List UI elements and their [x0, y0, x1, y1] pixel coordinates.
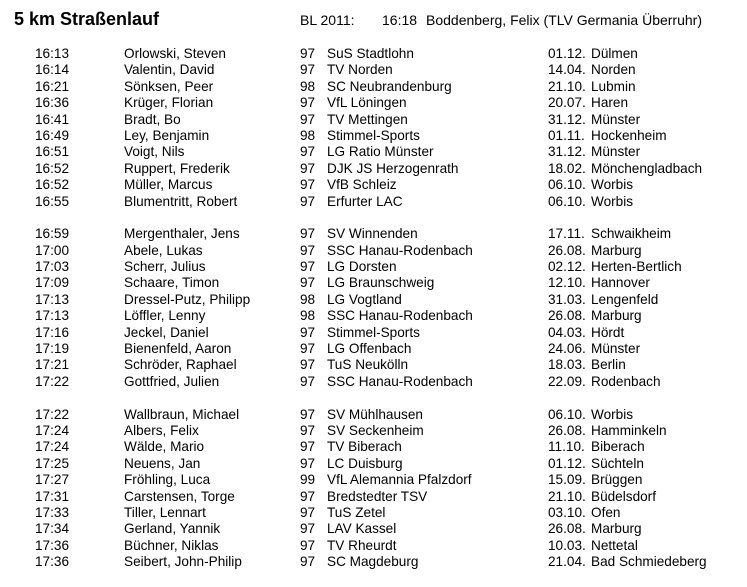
athlete-name: Tiller, Lennart [124, 504, 206, 520]
race-place: Dülmen [591, 46, 638, 61]
athlete-name: Schaare, Timon [124, 275, 220, 291]
birth-year: 97 [300, 111, 316, 127]
club-name: SC Neubrandenburg [327, 78, 452, 94]
ranking-list [0, 46, 747, 587]
race-date: 12.10. [548, 275, 586, 291]
birth-year: 97 [300, 275, 316, 291]
table-row [0, 243, 747, 259]
birth-year: 97 [300, 259, 316, 275]
athlete-name: Voigt, Nils [124, 144, 185, 160]
race-date: 03.10. [548, 504, 586, 520]
birth-year: 98 [300, 291, 316, 307]
best-performance-2011 [300, 11, 702, 29]
athlete-name: Scherr, Julius [124, 259, 206, 275]
birth-year: 97 [300, 455, 316, 471]
best-name: Boddenberg, Felix [426, 12, 540, 28]
club-name: Bredstedter TSV [327, 488, 428, 504]
race-place: Ofen [591, 504, 621, 520]
race-place: Haren [591, 95, 629, 111]
race-place: Biberach [591, 439, 645, 455]
table-row [0, 423, 747, 439]
result-time: 17:34 [35, 521, 70, 537]
club-name: TV Norden [327, 62, 393, 78]
result-time: 17:21 [35, 357, 70, 373]
race-place: Schwaikheim [591, 226, 672, 242]
result-time: 17:22 [35, 373, 70, 389]
club-name: SV Seckenheim [327, 422, 424, 438]
table-row [0, 308, 747, 324]
birth-year: 97 [300, 373, 316, 389]
result-time: 17:33 [35, 504, 70, 520]
club-name: SuS Stadtlohn [327, 46, 414, 61]
table-row [0, 112, 747, 128]
athlete-name: Ley, Benjamin [124, 127, 210, 143]
race-place: Worbis [591, 193, 634, 209]
birth-year: 97 [300, 62, 316, 78]
table-row [0, 177, 747, 193]
birth-year: 97 [300, 144, 316, 160]
race-place: Lubmin [591, 78, 636, 94]
ranking-group [0, 226, 747, 390]
athlete-name: Sönksen, Peer [124, 78, 214, 94]
race-date: 06.10. [548, 406, 586, 422]
club-name: TuS Neukölln [327, 357, 409, 373]
athlete-name: Albers, Felix [124, 422, 199, 438]
birth-year: 97 [300, 422, 316, 438]
club-name: LG Vogtland [327, 291, 402, 307]
race-date: 14.04. [548, 62, 586, 78]
race-date: 01.12. [548, 455, 586, 471]
athlete-name: Bienenfeld, Aaron [124, 341, 232, 357]
athlete-name: Valentin, David [124, 62, 215, 78]
result-time: 16:52 [35, 160, 70, 176]
race-place: Worbis [591, 177, 634, 193]
race-place: Rodenbach [591, 373, 661, 389]
result-time: 16:21 [35, 78, 70, 94]
race-place: Hannover [591, 275, 650, 291]
race-place: Brüggen [591, 472, 643, 488]
race-place: Münster [591, 341, 641, 357]
club-name: SV Winnenden [327, 226, 418, 242]
result-time: 17:36 [35, 537, 70, 553]
race-date: 31.12. [548, 144, 586, 160]
result-time: 16:55 [35, 193, 70, 209]
table-row [0, 226, 747, 242]
race-place: Mönchengladbach [591, 160, 703, 176]
race-date: 21.04. [548, 554, 586, 570]
race-place: Münster [591, 144, 641, 160]
race-date: 02.12. [548, 259, 586, 275]
table-row [0, 456, 747, 472]
club-name: SV Mühlhausen [327, 406, 423, 422]
table-row [0, 374, 747, 390]
club-name: VfL Löningen [327, 95, 407, 111]
athlete-name: Abele, Lukas [124, 242, 203, 258]
race-date: 10.03. [548, 537, 586, 553]
table-row [0, 62, 747, 78]
table-row [0, 194, 747, 210]
club-name: SSC Hanau-Rodenbach [327, 308, 473, 324]
birth-year: 97 [300, 357, 316, 373]
result-time: 17:36 [35, 554, 70, 570]
birth-year: 98 [300, 78, 316, 94]
athlete-name: Blumentritt, Robert [124, 193, 238, 209]
race-date: 31.03. [548, 291, 586, 307]
table-row [0, 472, 747, 488]
birth-year: 99 [300, 472, 316, 488]
club-name: DJK JS Herzogenrath [327, 160, 459, 176]
athlete-name: Gottfried, Julien [124, 373, 220, 389]
athlete-name: Wallbraun, Michael [124, 406, 240, 422]
race-date: 26.08. [548, 521, 586, 537]
athlete-name: Ruppert, Frederik [124, 160, 230, 176]
result-time: 17:13 [35, 291, 70, 307]
birth-year: 97 [300, 193, 316, 209]
athlete-name: Neuens, Jan [124, 455, 201, 471]
race-date: 06.10. [548, 177, 586, 193]
race-place: Süchteln [591, 455, 644, 471]
club-name: LG Offenbach [327, 341, 412, 357]
athlete-name: Orlowski, Steven [124, 46, 226, 61]
result-time: 17:24 [35, 422, 70, 438]
race-place: Hamminkeln [591, 422, 667, 438]
table-row [0, 554, 747, 570]
result-time: 16:36 [35, 95, 70, 111]
race-date: 31.12. [548, 111, 586, 127]
race-place: Norden [591, 62, 636, 78]
athlete-name: Müller, Marcus [124, 177, 213, 193]
race-date: 24.06. [548, 341, 586, 357]
table-row [0, 325, 747, 341]
club-name: TuS Zetel [327, 504, 386, 520]
club-name: SSC Hanau-Rodenbach [327, 373, 473, 389]
birth-year: 97 [300, 341, 316, 357]
club-name: SC Magdeburg [327, 554, 419, 570]
table-row [0, 259, 747, 275]
result-time: 17:27 [35, 472, 70, 488]
race-place: Worbis [591, 406, 634, 422]
race-place: Marburg [591, 521, 642, 537]
athlete-name: Krüger, Florian [124, 95, 214, 111]
athlete-name: Mergenthaler, Jens [124, 226, 240, 242]
race-place: Hockenheim [591, 127, 667, 143]
table-row [0, 128, 747, 144]
table-row [0, 439, 747, 455]
club-name: TV Biberach [327, 439, 402, 455]
birth-year: 97 [300, 488, 316, 504]
athlete-name: Dressel-Putz, Philipp [124, 291, 251, 307]
result-time: 17:22 [35, 406, 70, 422]
birth-year: 97 [300, 95, 316, 111]
athlete-name: Carstensen, Torge [124, 488, 235, 504]
birth-year: 97 [300, 160, 316, 176]
race-place: Marburg [591, 242, 642, 258]
birth-year: 98 [300, 308, 316, 324]
birth-year: 97 [300, 521, 316, 537]
best-label: BL 2011: [300, 12, 355, 28]
club-name: TV Rheurdt [327, 537, 397, 553]
club-name: LG Dorsten [327, 259, 397, 275]
athlete-name: Büchner, Niklas [124, 537, 219, 553]
race-place: Hördt [591, 324, 625, 340]
result-time: 16:59 [35, 226, 70, 242]
result-time: 17:25 [35, 455, 70, 471]
birth-year: 97 [300, 177, 316, 193]
table-row [0, 161, 747, 177]
birth-year: 97 [300, 537, 316, 553]
result-time: 17:24 [35, 439, 70, 455]
result-time: 16:14 [35, 62, 70, 78]
result-time: 17:16 [35, 324, 70, 340]
table-row [0, 407, 747, 423]
race-date: 15.09. [548, 472, 586, 488]
result-time: 16:51 [35, 144, 70, 160]
club-name: Stimmel-Sports [327, 127, 420, 143]
race-date: 21.10. [548, 78, 586, 94]
club-name: LC Duisburg [327, 455, 403, 471]
best-club: (TLV Germania Überruhr) [543, 12, 702, 28]
race-date: 11.10. [548, 439, 585, 455]
race-date: 26.08. [548, 242, 586, 258]
athlete-name: Gerland, Yannik [124, 521, 221, 537]
race-date: 21.10. [548, 488, 586, 504]
birth-year: 97 [300, 554, 316, 570]
table-row [0, 521, 747, 537]
birth-year: 97 [300, 242, 316, 258]
table-row [0, 95, 747, 111]
race-place: Berlin [591, 357, 626, 373]
birth-year: 97 [300, 406, 316, 422]
best-time: 16:18 [382, 12, 418, 28]
race-place: Büdelsdorf [591, 488, 656, 504]
race-date: 18.03. [548, 357, 586, 373]
table-row [0, 489, 747, 505]
race-date: 18.02. [548, 160, 586, 176]
birth-year: 97 [300, 504, 316, 520]
athlete-name: Jeckel, Daniel [124, 324, 209, 340]
ranking-group [0, 407, 747, 571]
result-time: 17:00 [35, 242, 70, 258]
club-name: VfL Alemannia Pfalzdorf [327, 472, 472, 488]
result-time: 16:49 [35, 127, 70, 143]
birth-year: 97 [300, 226, 316, 242]
table-row [0, 275, 747, 291]
athlete-name: Schröder, Raphael [124, 357, 237, 373]
birth-year: 97 [300, 439, 316, 455]
page-title: 5 km Straßenlauf [14, 9, 160, 29]
ranking-group [0, 46, 747, 210]
club-name: Stimmel-Sports [327, 324, 420, 340]
result-time: 16:41 [35, 111, 70, 127]
result-time: 17:03 [35, 259, 70, 275]
athlete-name: Wälde, Mario [124, 439, 205, 455]
race-date: 01.11. [548, 127, 585, 143]
club-name: LG Ratio Münster [327, 144, 434, 160]
club-name: VfB Schleiz [327, 177, 397, 193]
result-time: 17:31 [35, 488, 70, 504]
race-place: Nettetal [591, 537, 638, 553]
race-date: 04.03. [548, 324, 586, 340]
athlete-name: Löffler, Lenny [124, 308, 206, 324]
athlete-name: Fröhling, Luca [124, 472, 211, 488]
birth-year: 97 [300, 324, 316, 340]
table-row [0, 144, 747, 160]
table-row [0, 505, 747, 521]
athlete-name: Seibert, John-Philip [124, 554, 242, 570]
result-time: 17:13 [35, 308, 70, 324]
race-place: Marburg [591, 308, 642, 324]
club-name: SSC Hanau-Rodenbach [327, 242, 473, 258]
club-name: TV Mettingen [327, 111, 408, 127]
table-row [0, 341, 747, 357]
table-row [0, 538, 747, 554]
club-name: LAV Kassel [327, 521, 397, 537]
race-place: Herten-Bertlich [591, 259, 682, 275]
club-name: LG Braunschweig [327, 275, 435, 291]
birth-year: 97 [300, 46, 316, 61]
race-place: Münster [591, 111, 641, 127]
result-time: 17:09 [35, 275, 70, 291]
race-date: 06.10. [548, 193, 586, 209]
race-date: 17.11. [548, 226, 585, 242]
table-row [0, 292, 747, 308]
race-place: Lengenfeld [591, 291, 659, 307]
athlete-name: Bradt, Bo [124, 111, 181, 127]
result-time: 17:19 [35, 341, 70, 357]
table-row [0, 46, 747, 62]
race-date: 26.08. [548, 308, 586, 324]
race-place: Bad Schmiedeberg [591, 554, 707, 570]
club-name: Erfurter LAC [327, 193, 403, 209]
result-time: 16:13 [35, 46, 70, 61]
birth-year: 98 [300, 127, 316, 143]
race-date: 01.12. [548, 46, 586, 61]
table-row [0, 79, 747, 95]
race-date: 26.08. [548, 422, 586, 438]
result-time: 16:52 [35, 177, 70, 193]
race-date: 20.07. [548, 95, 586, 111]
table-row [0, 357, 747, 373]
race-date: 22.09. [548, 373, 586, 389]
